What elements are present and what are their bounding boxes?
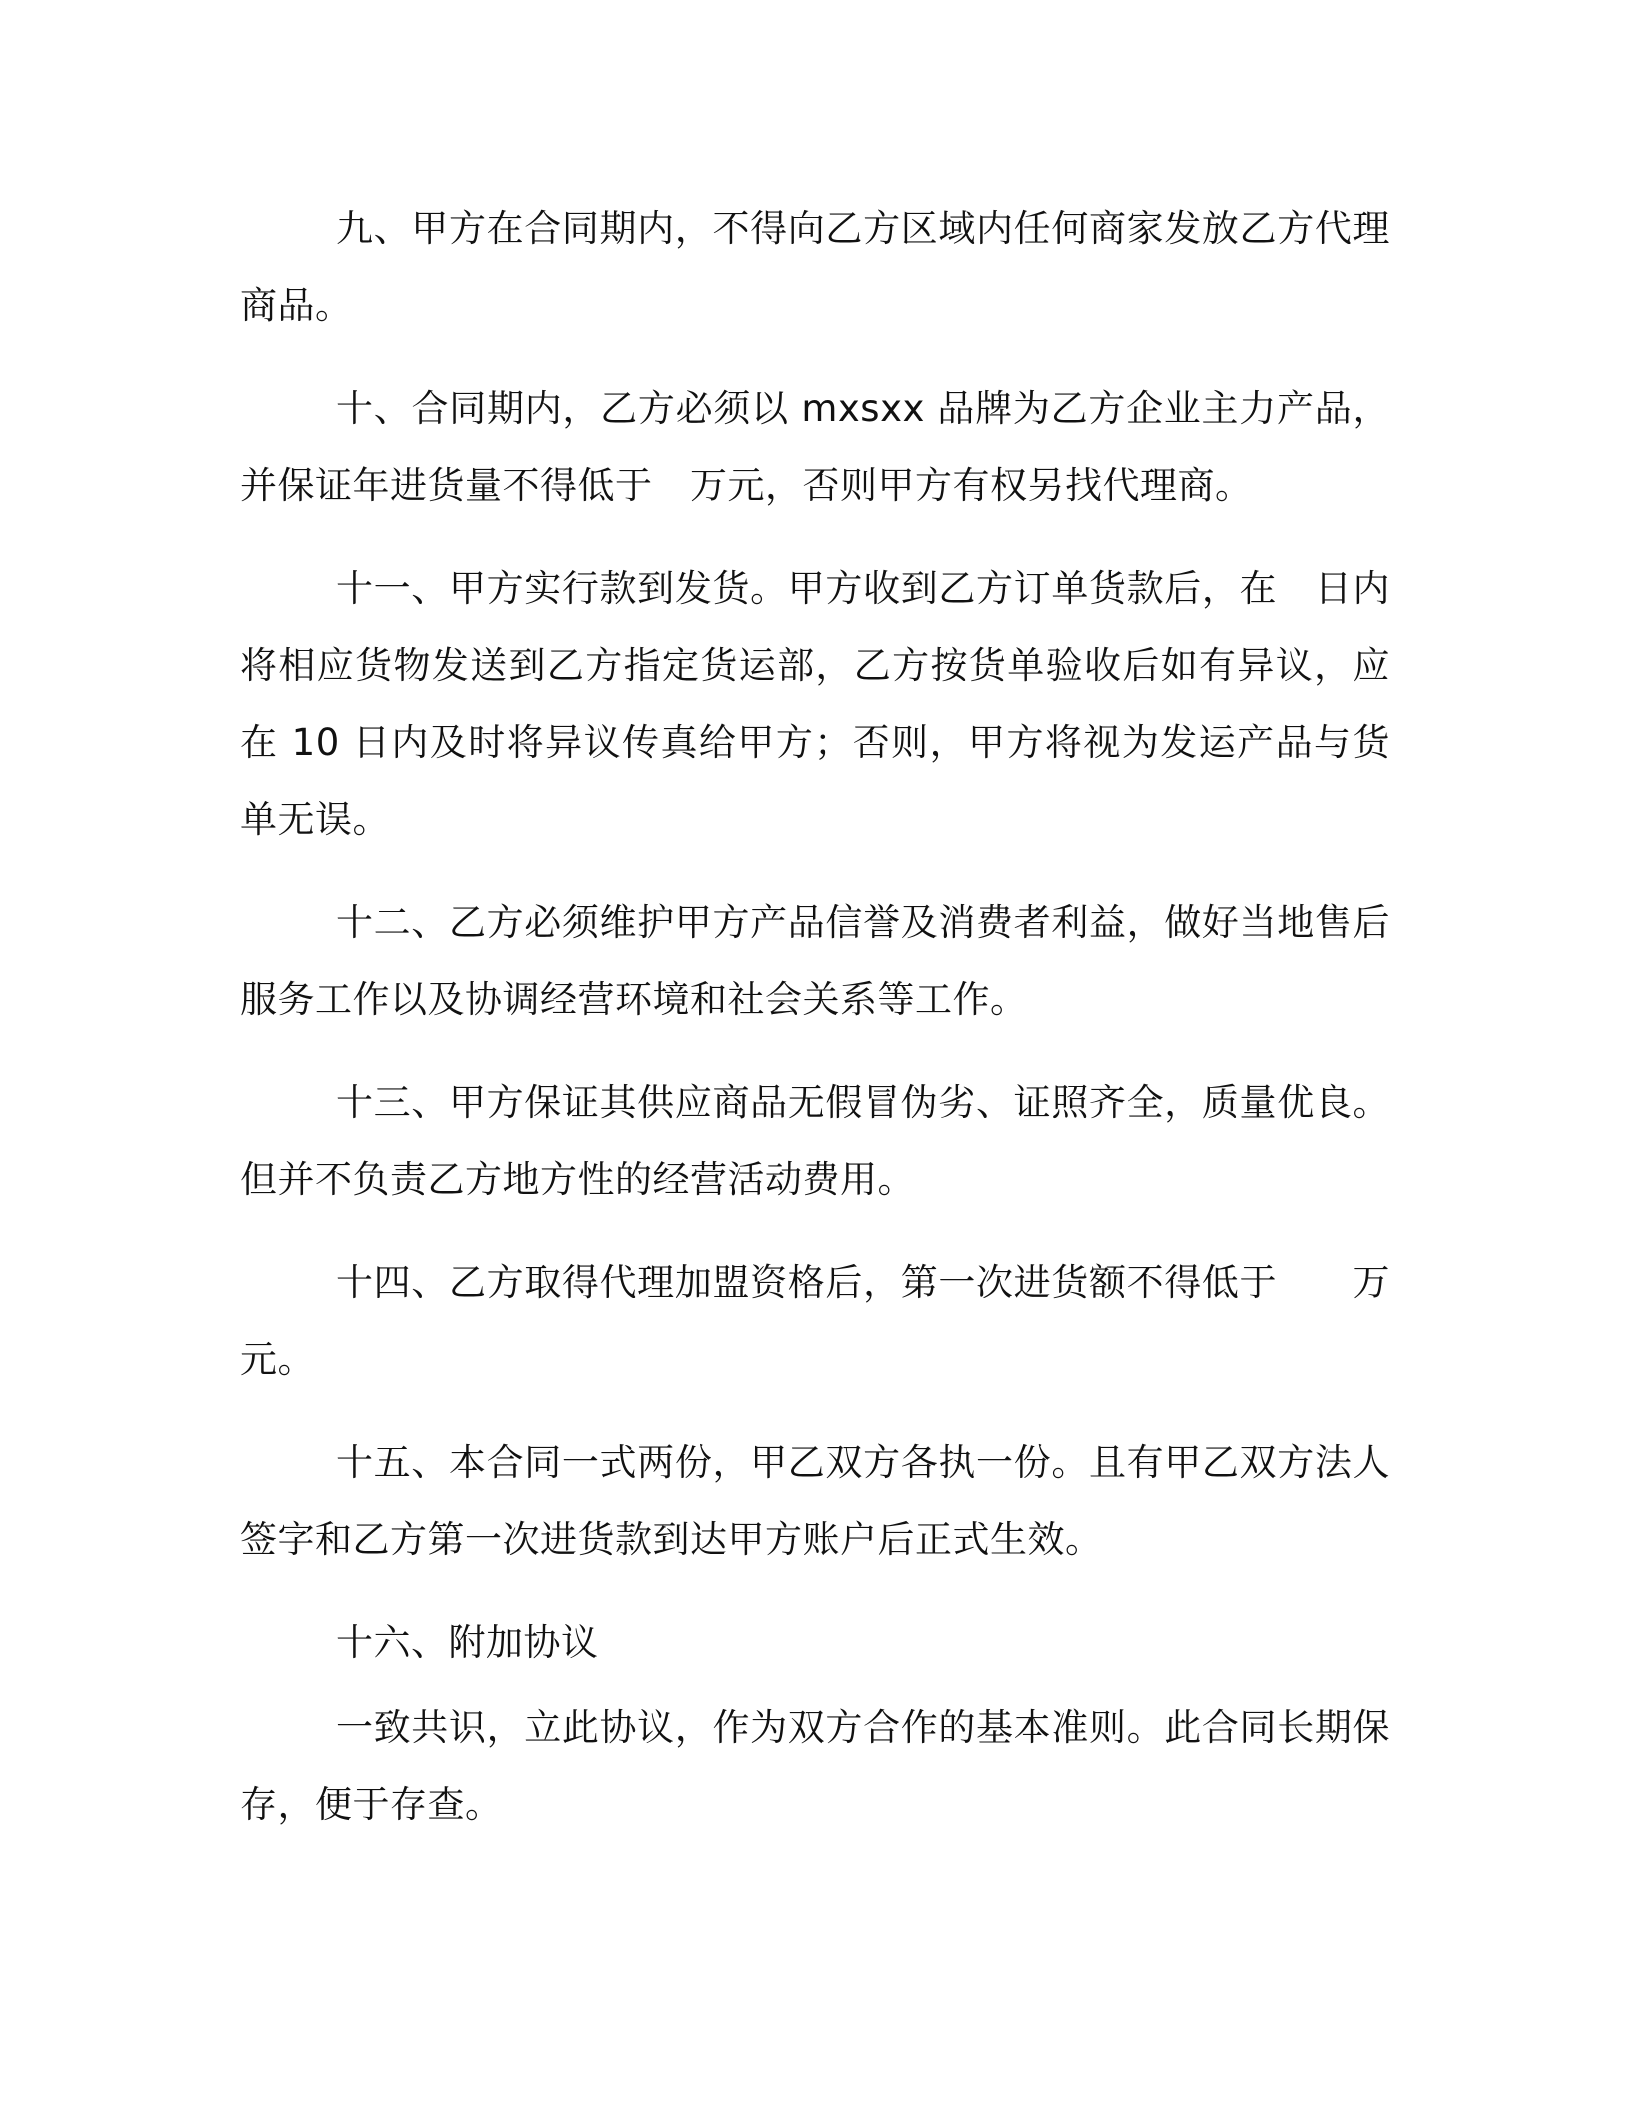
clause-12: 十二、乙方必须维护甲方产品信誉及消费者利益，做好当地售后服务工作以及协调经营环境和社会关系等工作。 xyxy=(240,901,1390,1021)
document-body xyxy=(240,190,1390,1869)
clause-10: 十、合同期内，乙方必须以 mxsxx 品牌为乙方企业主力产品，并保证年进货量不得低于 万元，否则甲方有权另找代理商。 xyxy=(240,387,1390,507)
clause-11: 十一、甲方实行款到发货。甲方收到乙方订单货款后，在 日内将相应货物发送到乙方指定货运部，乙方按货单验收后如有异议，应在 10 日内及时将异议传真给甲方；否则，甲方将视为发运产品与货单无误。 xyxy=(240,567,1390,841)
clause-13: 十三、甲方保证其供应商品无假冒伪劣、证照齐全，质量优良。但并不负责乙方地方性的经营活动费用。 xyxy=(240,1081,1390,1201)
clause-16-heading: 十六、附加协议 xyxy=(336,1621,599,1664)
clause-14: 十四、乙方取得代理加盟资格后，第一次进货额不得低于 万元。 xyxy=(240,1261,1390,1381)
closing-statement: 一致共识，立此协议，作为双方合作的基本准则。此合同长期保存，便于存查。 xyxy=(240,1706,1390,1826)
clause-9: 九、甲方在合同期内，不得向乙方区域内任何商家发放乙方代理商品。 xyxy=(240,207,1390,327)
clause-15: 十五、本合同一式两份，甲乙双方各执一份。且有甲乙双方法人签字和乙方第一次进货款到达甲方账户后正式生效。 xyxy=(240,1441,1390,1561)
